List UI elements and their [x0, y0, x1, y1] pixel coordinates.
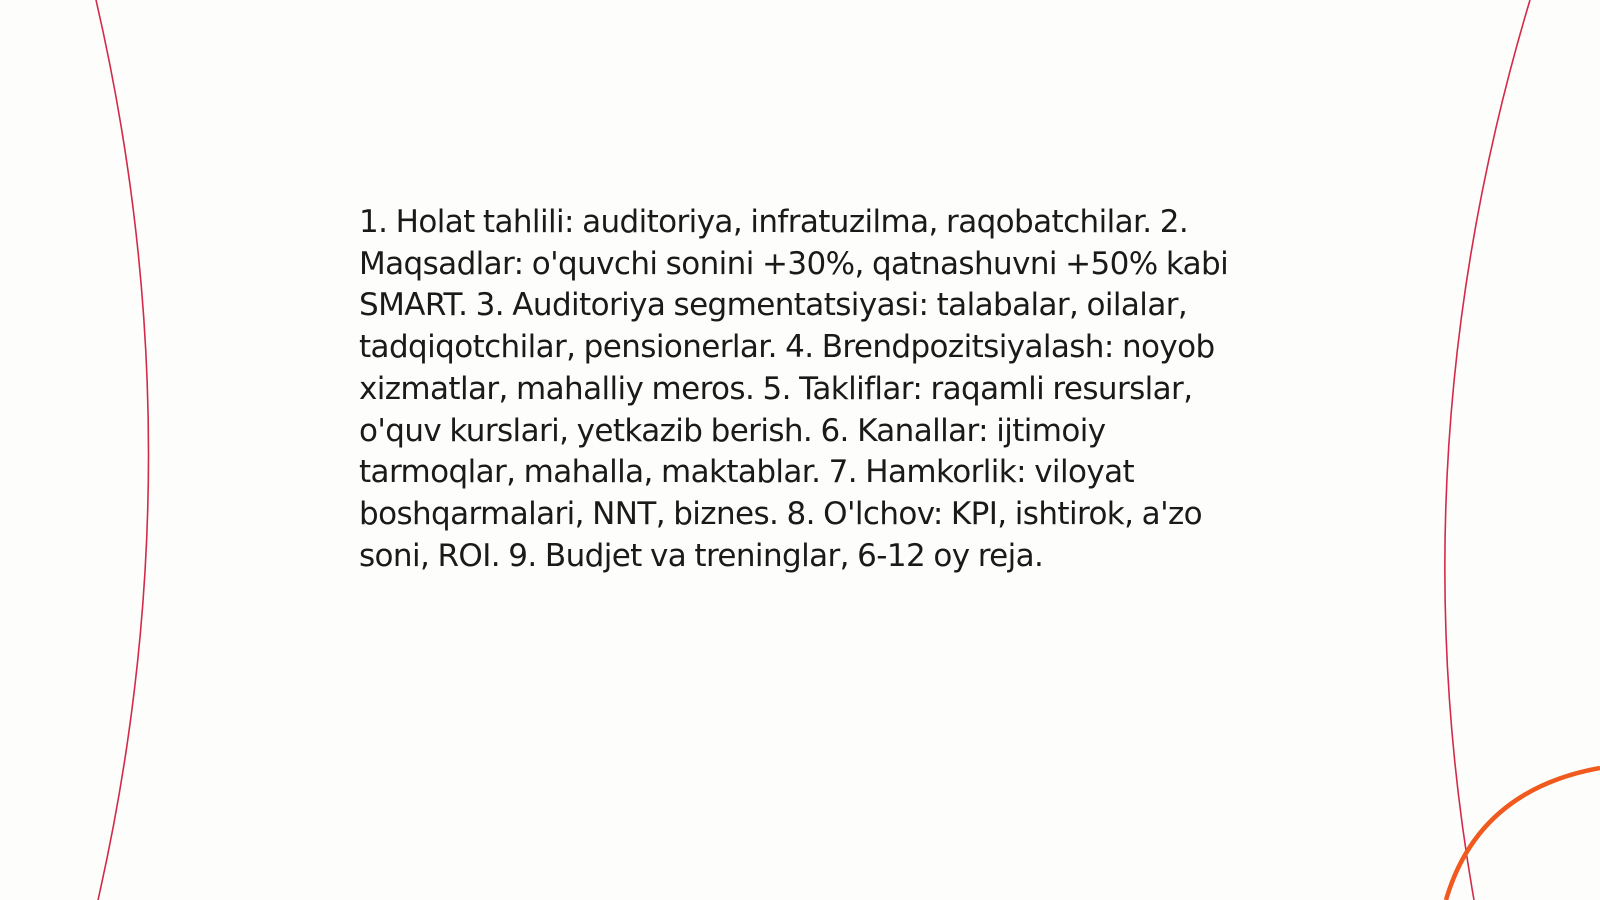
orange-corner-arc [1446, 768, 1600, 900]
left-arc-line [96, 0, 149, 900]
right-arc-line [1445, 0, 1530, 900]
slide-body-text: 1. Holat tahlili: auditoriya, infratuzilma, raqobatchilar. 2. Maqsadlar: o'quvchi sonini +30%, qatnashuvni +50% kabi SMART. 3. Auditoriya segmentatsiyasi: talabalar, oilalar, tadqiqotchilar, pensionerlar. 4. Brendpozitsiyalash: noyob xizmatlar, mahalliy meros. 5. Takliflar: raqamli resurslar, o'quv kurslari, yetkazib berish. 6. Kanallar: ijtimoiy tarmoqlar, mahalla, maktablar. 7. Hamkorlik: viloyat boshqarmalari, NNT, biznes. 8. O'lchov: KPI, ishtirok, a'zo soni, ROI. 9. Budjet va treninglar, 6-12 oy reja. [359, 204, 1229, 574]
